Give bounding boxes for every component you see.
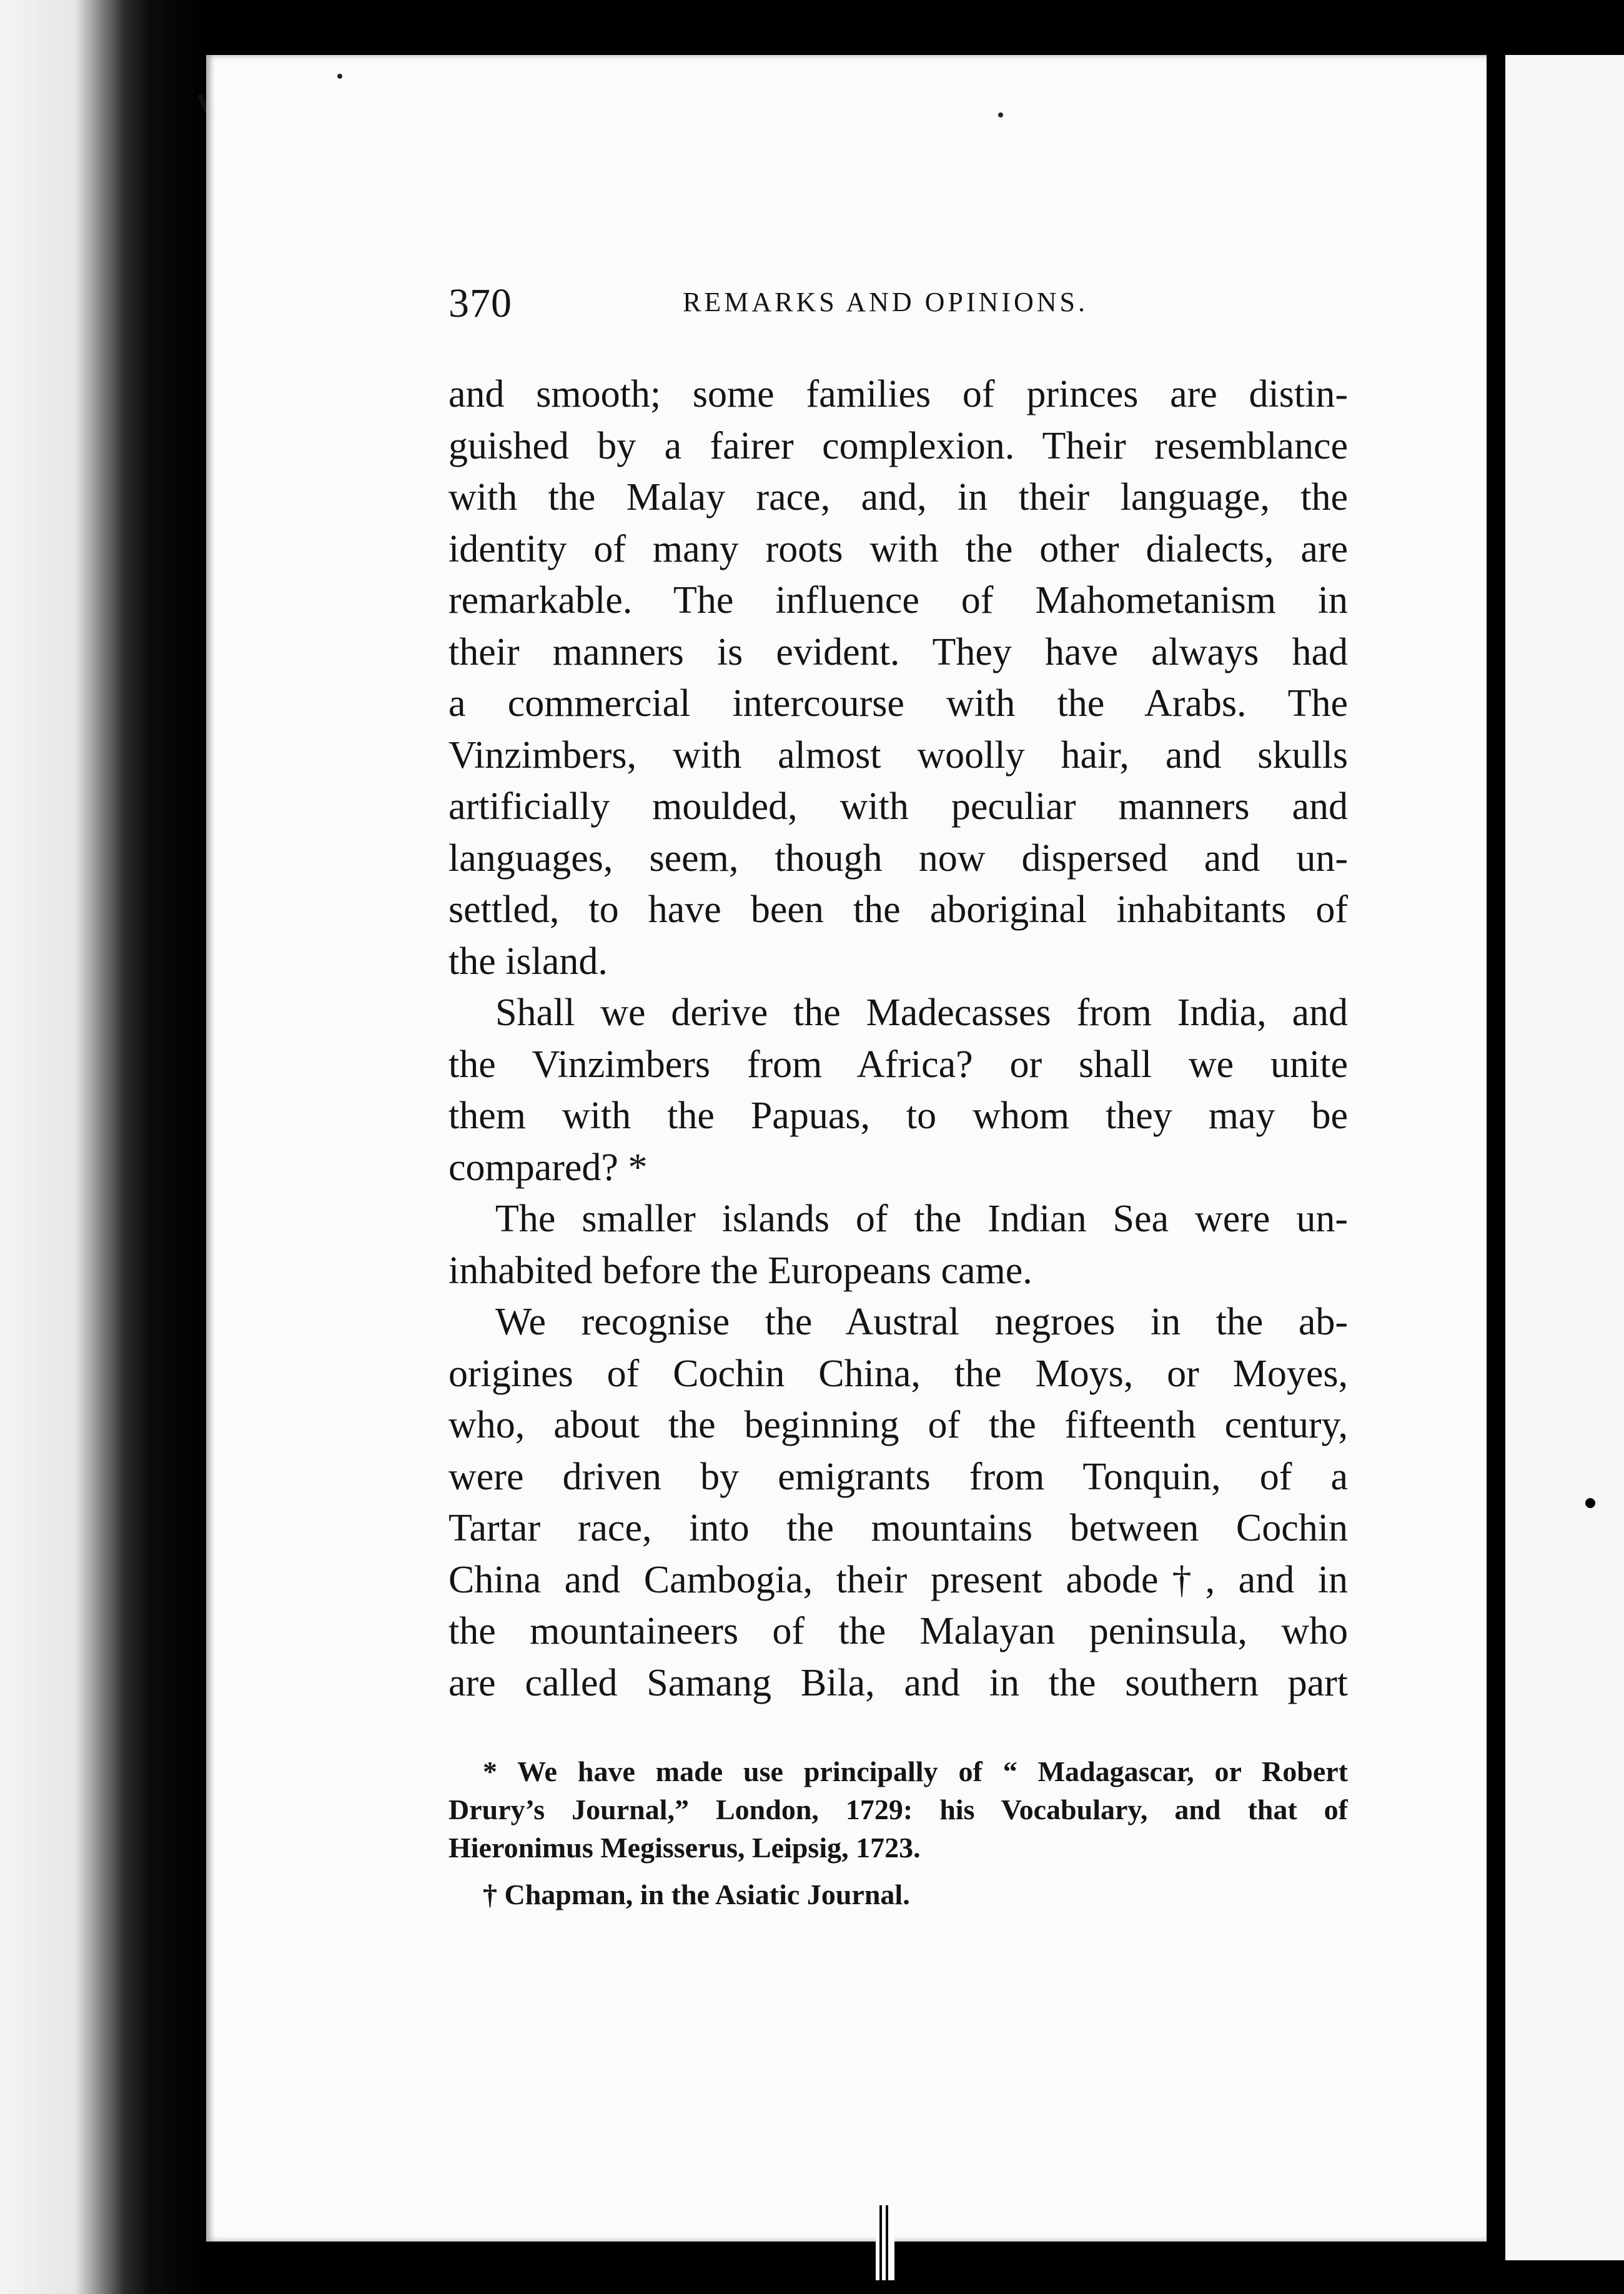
text-line: remarkable. The influence of Mahometanism in (448, 579, 1348, 622)
text-line: settled, to have been the aboriginal inhabitants of (448, 888, 1348, 931)
text-line: compared? * (448, 1146, 648, 1189)
text-line: inhabited before the Europeans came. (448, 1249, 1032, 1292)
footnote-line: Drury’s Journal,” London, 1729: his Vocabulary, and that of (448, 1794, 1348, 1825)
text-line: Tartar race, into the mountains between Cochin (448, 1507, 1348, 1549)
text-line: a commercial intercourse with the Arabs. The (448, 682, 1348, 725)
text-line: We recognise the Austral negroes in the ab- (495, 1301, 1348, 1343)
text-line: Vinzimbers, with almost woolly hair, and skulls (448, 733, 1348, 777)
page-header (448, 280, 1348, 330)
scan-border-bottom (206, 2242, 1505, 2294)
text-line: the mountaineers of the Malayan peninsula, who (448, 1610, 1348, 1652)
text-line: were driven by emigrants from Tonquin, of a (448, 1455, 1348, 1498)
ink-speck (337, 74, 342, 79)
text-line: and smooth; some families of princes are distin- (448, 373, 1348, 415)
footnote-line: Hieronimus Megisserus, Leipsig, 1723. (448, 1832, 921, 1864)
adjacent-page-mark (1585, 1498, 1595, 1508)
text-line: China and Cambogia, their present abode†, and in (448, 1558, 1348, 1601)
text-line: who, about the beginning of the fifteenth century, (448, 1404, 1348, 1446)
text-line: artificially moulded, with peculiar manners and (448, 785, 1348, 828)
book-binding-gutter (0, 0, 206, 2294)
text-line: the Vinzimbers from Africa? or shall we unite (448, 1043, 1348, 1086)
text-line: them with the Papuas, to whom they may be (448, 1095, 1348, 1137)
text-line: The smaller islands of the Indian Sea were un- (495, 1198, 1348, 1240)
text-line: with the Malay race, and, in their language, the (448, 476, 1348, 519)
scan-border-top (206, 0, 1624, 56)
bottom-scan-artifact (876, 2205, 894, 2280)
adjacent-page-edge (1505, 55, 1624, 2260)
text-line: guished by a fairer complexion. Their resemblance (448, 424, 1348, 467)
text-line: identity of many roots with the other dialects, are (448, 527, 1348, 570)
text-line: Shall we derive the Madecasses from India, and (495, 991, 1348, 1034)
text-line: origines of Cochin China, the Moys, or Moyes, (448, 1352, 1348, 1395)
text-line: languages, seem, though now dispersed and un- (448, 837, 1348, 880)
running-head: REMARKS AND OPINIONS. (683, 287, 1088, 317)
footnote-line: * We have made use principally of “ Madagascar, or Robert (483, 1755, 1348, 1787)
footnote-line: † Chapman, in the Asiatic Journal. (483, 1879, 910, 1910)
footnote-gap (448, 1867, 1348, 1875)
text-line: their manners is evident. They have always had (448, 630, 1348, 673)
footnotes (448, 1752, 1348, 1914)
text-line: the island. (448, 940, 608, 983)
ink-speck (998, 112, 1003, 117)
body-text (448, 369, 1348, 1709)
page-number: 370 (448, 281, 512, 326)
text-line: are called Samang Bila, and in the southern part (448, 1661, 1348, 1704)
